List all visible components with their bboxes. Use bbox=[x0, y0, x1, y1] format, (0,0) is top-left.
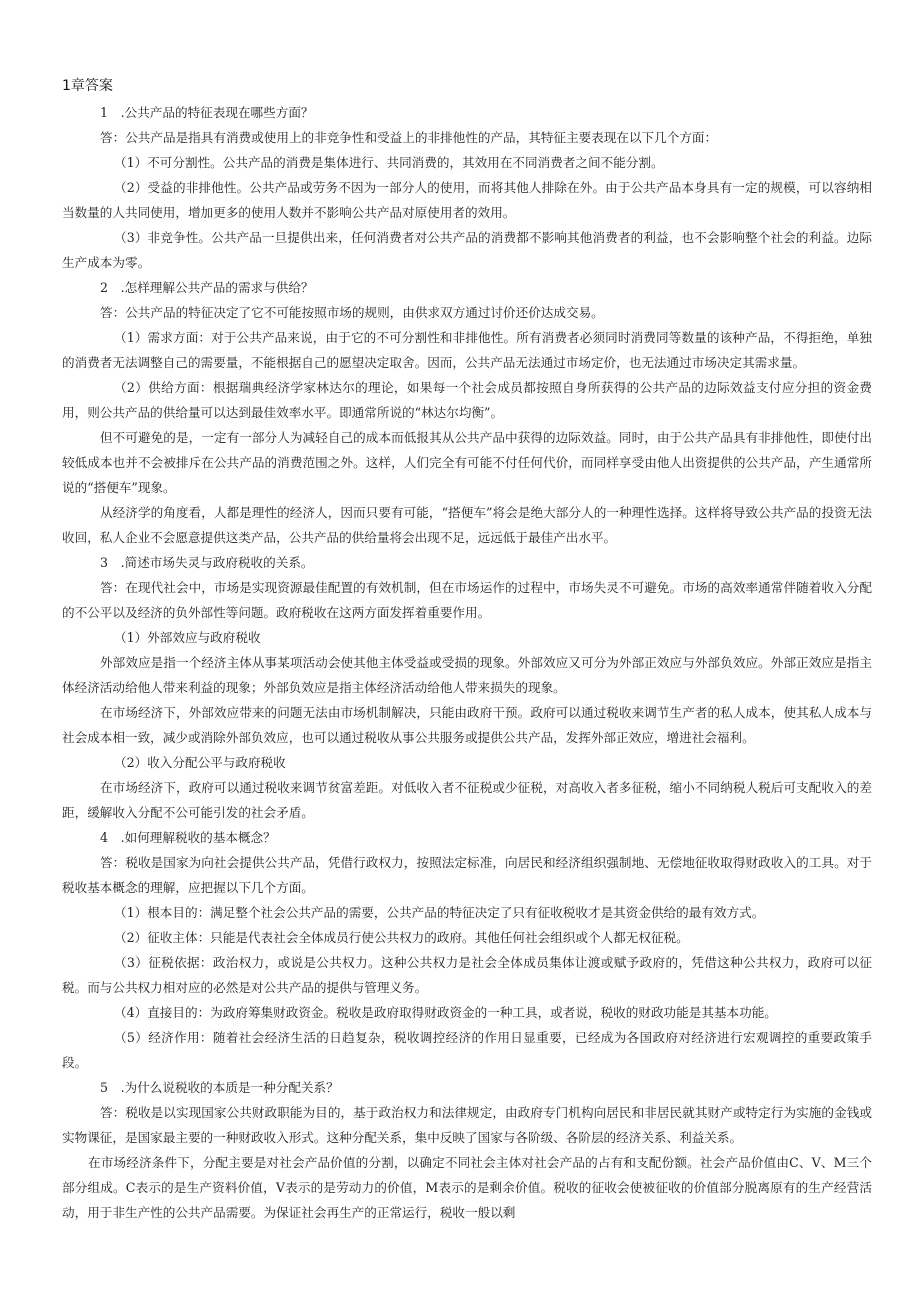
answer-5-paragraph: 在市场经济条件下，分配主要是对社会产品价值的分割，以确定不同社会主体对社会产品的占有和支配份额。社会产品价值由C、V、M三个部分组成。C表示的是生产资料价值，V表示的是劳动力的价值，M表示的是剩余价值。税收的征收会使被征收的价值部分脱离原有的生产经营活动，用于非生产性的公共产品需要。为保证社会再生产的正常运行，税收一般以剩 bbox=[62, 1155, 872, 1220]
answer-2: 答：公共产品的特征决定了它不可能按照市场的规则，由供求双方通过讨价还价达成交易。 bbox=[100, 305, 604, 320]
answer-3-paragraph: 在市场经济下，外部效应带来的问题无法由市场机制解决，只能由政府干预。政府可以通过税收来调节生产者的私人成本，使其私人成本与社会成本相一致，减少或消除外部负效应，也可以通过税收从事公共服务或提供公共产品，发挥外部正效应，增进社会福利。 bbox=[62, 705, 872, 745]
answer-4: 答：税收是国家为向社会提供公共产品，凭借行政权力，按照法定标准，向居民和经济组织强制地、无偿地征收取得财政收入的工具。对于税收基本概念的理解，应把握以下几个方面。 bbox=[62, 855, 872, 895]
answer-2-point-2: （2）供给方面：根据瑞典经济学家林达尔的理论，如果每一个社会成员都按照自身所获得的公共产品的边际效益支付应分担的资金费用，则公共产品的供给量可以达到最佳效率水平。即通常所说的“林达尔均衡”。 bbox=[62, 380, 872, 420]
answer-3-heading-2: （2）收入分配公平与政府税收 bbox=[114, 755, 286, 770]
chapter-title: 1章答案 bbox=[62, 78, 113, 94]
answer-1-point-1: （1）不可分割性。公共产品的消费是集体进行、共同消费的，其效用在不同消费者之间不能分割。 bbox=[114, 155, 664, 170]
answer-2-paragraph: 但不可避免的是，一定有一部分人为减轻自己的成本而低报其从公共产品中获得的边际效益。同时，由于公共产品具有非排他性，即使付出较低成本也并不会被排斥在公共产品的消费范围之外。这样，人们完全有可能不付任何代价，而同样享受由他人出资提供的公共产品，产生通常所说的“搭便车”现象。 bbox=[62, 430, 872, 495]
answer-2-point-1: （1）需求方面：对于公共产品来说，由于它的不可分割性和非排他性。所有消费者必须同时消费同等数量的该种产品，不得拒绝，单独的消费者无法调整自己的需要量，不能根据自己的愿望决定取舍。因而，公共产品无法通过市场定价，也无法通过市场决定其需求量。 bbox=[62, 330, 872, 370]
answer-4-point-2: （2）征收主体：只能是代表社会全体成员行使公共权力的政府。其他任何社会组织或个人都无权征税。 bbox=[114, 930, 689, 945]
answer-4-point-1: （1）根本目的：满足整个社会公共产品的需要，公共产品的特征决定了只有征收税收才是其资金供给的最有效方式。 bbox=[114, 905, 765, 920]
answer-3-heading-1: （1）外部效应与政府税收 bbox=[114, 630, 261, 645]
question-2: 2 .怎样理解公共产品的需求与供给？ bbox=[100, 280, 314, 295]
answer-3-paragraph: 在市场经济下，政府可以通过税收来调节贫富差距。对低收入者不征税或少征税，对高收入者多征税，缩小不同纳税人税后可支配收入的差距，缓解收入分配不公可能引发的社会矛盾。 bbox=[62, 780, 872, 820]
answer-2-paragraph: 从经济学的角度看，人都是理性的经济人，因而只要有可能，“搭便车”将会是绝大部分人的一种理性选择。这样将导致公共产品的投资无法收回，私人企业不会愿意提供这类产品，公共产品的供给量将会出现不足，远远低于最佳产出水平。 bbox=[62, 505, 872, 545]
document-body bbox=[62, 100, 872, 1225]
question-3: 3 .简述市场失灵与政府税收的关系。 bbox=[100, 555, 314, 570]
answer-4-point-3: （3）征税依据：政治权力，或说是公共权力。这种公共权力是社会全体成员集体让渡或赋予政府的，凭借这种公共权力，政府可以征税。而与公共权力相对应的必然是对公共产品的提供与管理义务。 bbox=[62, 955, 872, 995]
question-5: 5 .为什么说税收的本质是一种分配关系？ bbox=[100, 1080, 339, 1095]
answer-5: 答：税收是以实现国家公共财政职能为目的，基于政治权力和法律规定，由政府专门机构向居民和非居民就其财产或特定行为实施的金钱或实物课征，是国家最主要的一种财政收入形式。这种分配关系，集中反映了国家与各阶级、各阶层的经济关系、利益关系。 bbox=[62, 1105, 872, 1145]
answer-1: 答：公共产品是指具有消费或使用上的非竞争性和受益上的非排他性的产品，其特征主要表现在以下几个方面： bbox=[100, 130, 718, 145]
question-1: 1 .公共产品的特征表现在哪些方面？ bbox=[100, 105, 314, 120]
answer-1-point-2: （2）受益的非排他性。公共产品或劳务不因为一部分人的使用，而将其他人排除在外。由于公共产品本身具有一定的规模，可以容纳相当数量的人共同使用，增加更多的使用人数并不影响公共产品对原使用者的效用。 bbox=[62, 180, 872, 220]
answer-3: 答：在现代社会中，市场是实现资源最佳配置的有效机制，但在市场运作的过程中，市场失灵不可避免。市场的高效率通常伴随着收入分配的不公平以及经济的负外部性等问题。政府税收在这两方面发挥着重要作用。 bbox=[62, 580, 872, 620]
answer-4-point-4: （4）直接目的：为政府筹集财政资金。税收是政府取得财政资金的一种工具，或者说，税收的财政功能是其基本功能。 bbox=[114, 1005, 777, 1020]
answer-3-paragraph: 外部效应是指一个经济主体从事某项活动会使其他主体受益或受损的现象。外部效应又可分为外部正效应与外部负效应。外部正效应是指主体经济活动给他人带来利益的现象；外部负效应是指主体经济活动给他人带来损失的现象。 bbox=[62, 655, 872, 695]
answer-4-point-5: （5）经济作用：随着社会经济生活的日趋复杂，税收调控经济的作用日显重要，已经成为各国政府对经济进行宏观调控的重要政策手段。 bbox=[62, 1030, 872, 1070]
answer-1-point-3: （3）非竞争性。公共产品一旦提供出来，任何消费者对公共产品的消费都不影响其他消费者的利益，也不会影响整个社会的利益。边际生产成本为零。 bbox=[62, 230, 872, 270]
question-4: 4 .如何理解税收的基本概念？ bbox=[100, 830, 276, 845]
